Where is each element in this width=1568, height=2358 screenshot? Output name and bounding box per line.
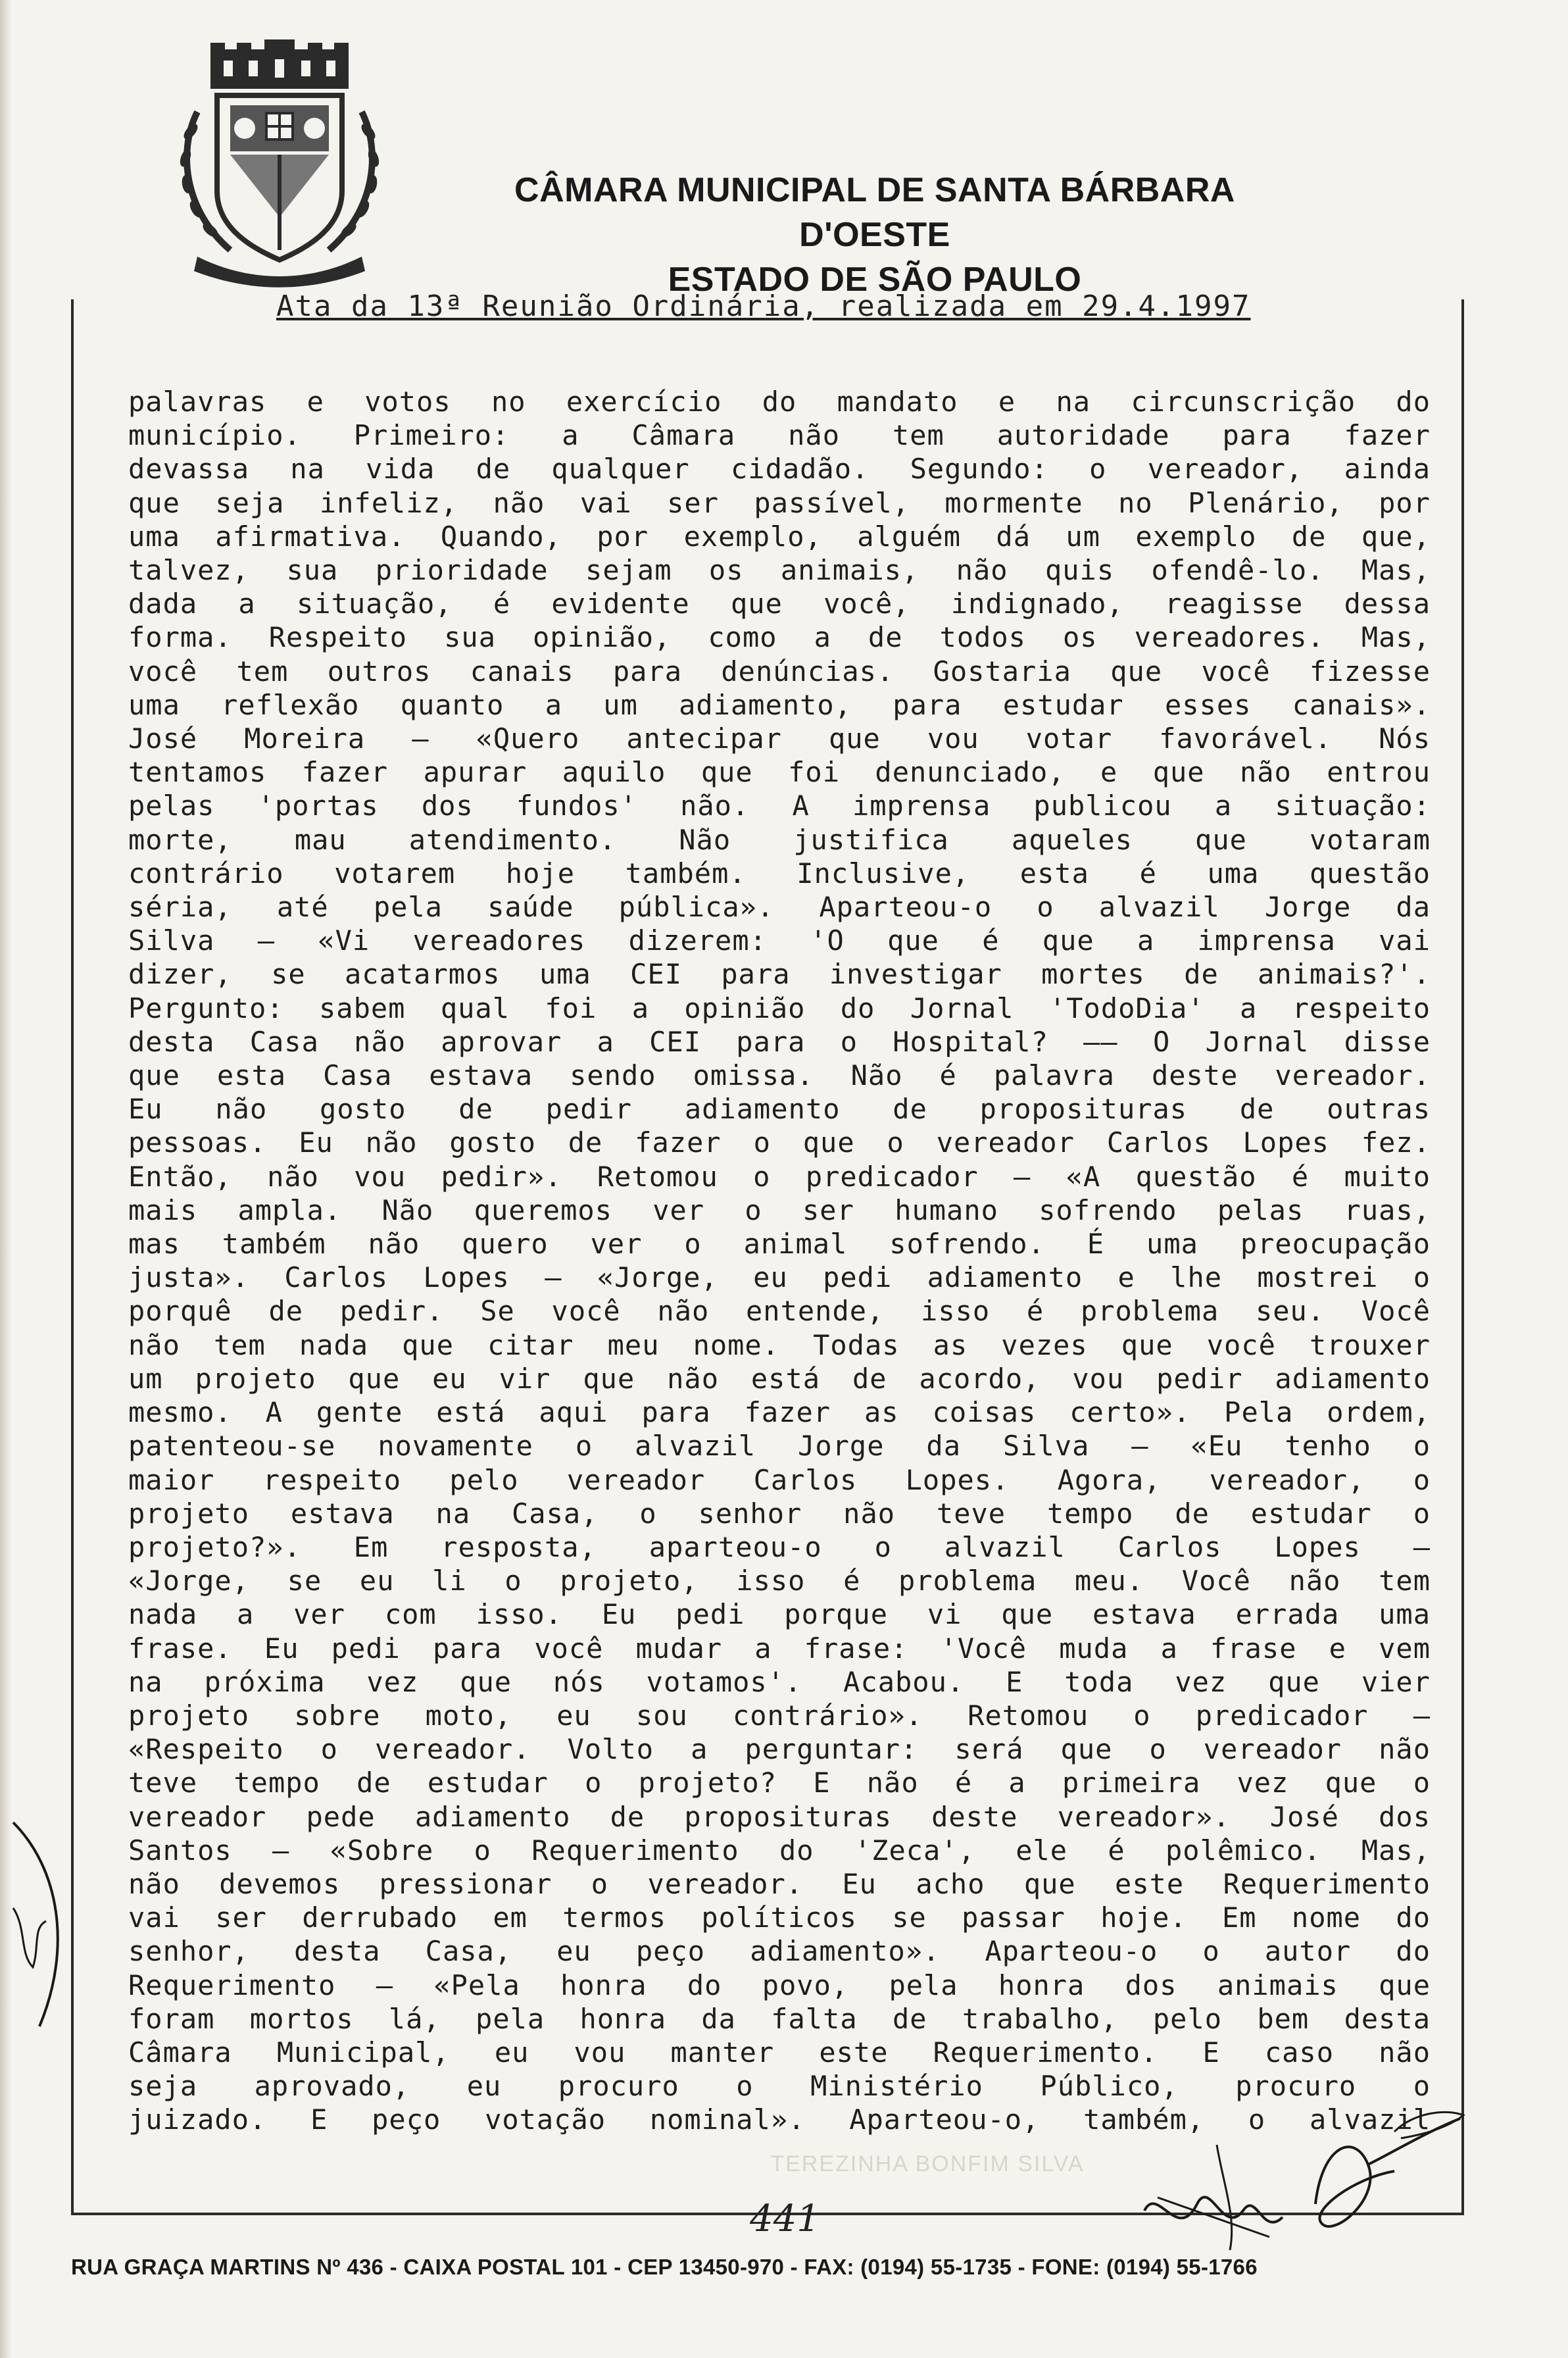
text-line: projeto?». Em resposta, aparteou-o o alvazil Carlos Lopes –	[128, 1530, 1431, 1563]
text-line: que esta Casa estava sendo omissa. Não é palavra deste vereador.	[128, 1059, 1431, 1092]
text-line: pelas 'portas dos fundos' não. A imprensa publicou a situação:	[128, 790, 1431, 822]
text-line: tentamos fazer apurar aquilo que foi denunciado, e que não entrou	[128, 756, 1431, 789]
state-name: ESTADO DE SÃO PAULO	[668, 261, 1082, 299]
text-line: nada a ver com isso. Eu pedi porque vi que estava errada uma	[128, 1598, 1431, 1631]
text-line: dizer, se acatarmos uma CEI para investigar mortes de animais?'.	[128, 958, 1431, 991]
text-line: «Jorge, se eu li o projeto, isso é problema meu. Você não tem	[128, 1565, 1431, 1597]
text-line: palavras e votos no exercício do mandato e na circunscrição do	[128, 386, 1431, 418]
text-line: município. Primeiro: a Câmara não tem autoridade para fazer	[128, 419, 1431, 452]
text-line: contrário votarem hoje também. Inclusive, esta é uma questão	[128, 857, 1431, 890]
text-line: Então, não vou pedir». Retomou o predicador – «A questão é muito	[128, 1160, 1431, 1193]
margin-initials-icon	[0, 1816, 79, 2033]
text-line: vereador pede adiamento de proposituras deste vereador». José dos	[128, 1800, 1431, 1833]
text-line: Santos – «Sobre o Requerimento do 'Zeca', ele é polêmico. Mas,	[128, 1834, 1431, 1867]
text-line: você tem outros canais para denúncias. Gostaria que você fizesse	[128, 655, 1431, 688]
text-line: patenteou-se novamente o alvazil Jorge da Silva – «Eu tenho o	[128, 1430, 1431, 1463]
text-line: Pergunto: sabem qual foi a opinião do Jornal 'TodoDia' a respeito	[128, 991, 1431, 1024]
text-line: teve tempo de estudar o projeto? E não é a primeira vez que o	[128, 1767, 1431, 1799]
text-line: vai ser derrubado em termos políticos se passar hoje. Em nome do	[128, 1901, 1431, 1934]
text-line: pessoas. Eu não gosto de fazer o que o vereador Carlos Lopes fez.	[128, 1126, 1431, 1159]
text-line: projeto estava na Casa, o senhor não teve tempo de estudar o	[128, 1497, 1431, 1530]
text-line: seja aprovado, eu procuro o Ministério Público, procuro o	[128, 2070, 1431, 2103]
chamber-header	[460, 168, 1289, 302]
text-line: desta Casa não aprovar a CEI para o Hospital? —— O Jornal disse	[128, 1025, 1431, 1058]
text-line: dada a situação, é evidente que você, indignado, reagisse dessa	[128, 588, 1431, 620]
faint-stamp-text: TEREZINHA BONFIM SILVA	[770, 2151, 1085, 2176]
text-line: frase. Eu pedi para você mudar a frase: 'Você muda a frase e vem	[128, 1632, 1431, 1665]
minutes-title: Ata da 13ª Reunião Ordinária, realizada em 29.4.1997	[276, 289, 1251, 323]
text-line: Silva – «Vi vereadores dizerem: 'O que é que a imprensa vai	[128, 924, 1431, 957]
text-line: «Respeito o vereador. Volto a perguntar: será que o vereador não	[128, 1733, 1431, 1766]
text-line: na próxima vez que nós votamos'. Acabou. E toda vez que vier	[128, 1665, 1431, 1698]
chamber-name: CÂMARA MUNICIPAL DE SANTA BÁRBARA D'OESTE	[514, 171, 1235, 254]
text-line: não tem nada que citar meu nome. Todas as vezes que você trouxer	[128, 1328, 1431, 1361]
text-line: uma afirmativa. Quando, por exemplo, alguém dá um exemplo de que,	[128, 520, 1431, 553]
footer-address: RUA GRAÇA MARTINS Nº 436 - CAIXA POSTAL 101 - CEP 13450-970 - FAX: (0194) 55-1735 - FONE: (0194) 55-1766	[71, 2255, 1258, 2279]
text-line: porquê de pedir. Se você não entende, isso é problema seu. Você	[128, 1295, 1431, 1328]
text-line: séria, até pela saúde pública». Aparteou-o o alvazil Jorge da	[128, 891, 1431, 924]
page-number: 441	[750, 2197, 820, 2240]
text-line: justa». Carlos Lopes – «Jorge, eu pedi adiamento e lhe mostrei o	[128, 1261, 1431, 1294]
text-line: talvez, sua prioridade sejam os animais, não quis ofendê-lo. Mas,	[128, 554, 1431, 587]
text-line: Eu não gosto de pedir adiamento de proposituras de outras	[128, 1093, 1431, 1126]
minutes-body	[128, 385, 1431, 2137]
text-line: um projeto que eu vir que não está de acordo, vou pedir adiamento	[128, 1362, 1431, 1395]
signature-icon	[1118, 2105, 1473, 2257]
text-line: senhor, desta Casa, eu peço adiamento». Aparteou-o o autor do	[128, 1935, 1431, 1968]
text-line: morte, mau atendimento. Não justifica aqueles que votaram	[128, 823, 1431, 856]
text-line: devassa na vida de qualquer cidadão. Segundo: o vereador, ainda	[128, 453, 1431, 486]
text-line: Câmara Municipal, eu vou manter este Requerimento. E caso não	[128, 2036, 1431, 2069]
municipal-coat-of-arms-icon	[171, 39, 388, 289]
text-line: Requerimento – «Pela honra do povo, pela honra dos animais que	[128, 1969, 1431, 2001]
text-line: mas também não quero ver o animal sofrendo. É uma preocupação	[128, 1228, 1431, 1261]
text-line: que seja infeliz, não vai ser passível, mormente no Plenário, por	[128, 486, 1431, 519]
text-line: forma. Respeito sua opinião, como a de todos os vereadores. Mas,	[128, 621, 1431, 654]
text-line: José Moreira – «Quero antecipar que vou votar favorável. Nós	[128, 722, 1431, 755]
text-line: não devemos pressionar o vereador. Eu acho que este Requerimento	[128, 1867, 1431, 1900]
text-line: uma reflexão quanto a um adiamento, para estudar esses canais».	[128, 688, 1431, 721]
text-line: mesmo. A gente está aqui para fazer as coisas certo». Pela ordem,	[128, 1396, 1431, 1429]
text-line: mais ampla. Não queremos ver o ser humano sofrendo pelas ruas,	[128, 1193, 1431, 1226]
text-line: juizado. E peço votação nominal». Aparteou-o, também, o alvazil	[128, 2103, 1431, 2136]
right-margin-rule	[1461, 299, 1464, 2214]
text-line: foram mortos lá, pela honra da falta de trabalho, pelo bem desta	[128, 2002, 1431, 2035]
text-line: projeto sobre moto, eu sou contrário». Retomou o predicador –	[128, 1699, 1431, 1732]
text-line: maior respeito pelo vereador Carlos Lopes. Agora, vereador, o	[128, 1463, 1431, 1496]
